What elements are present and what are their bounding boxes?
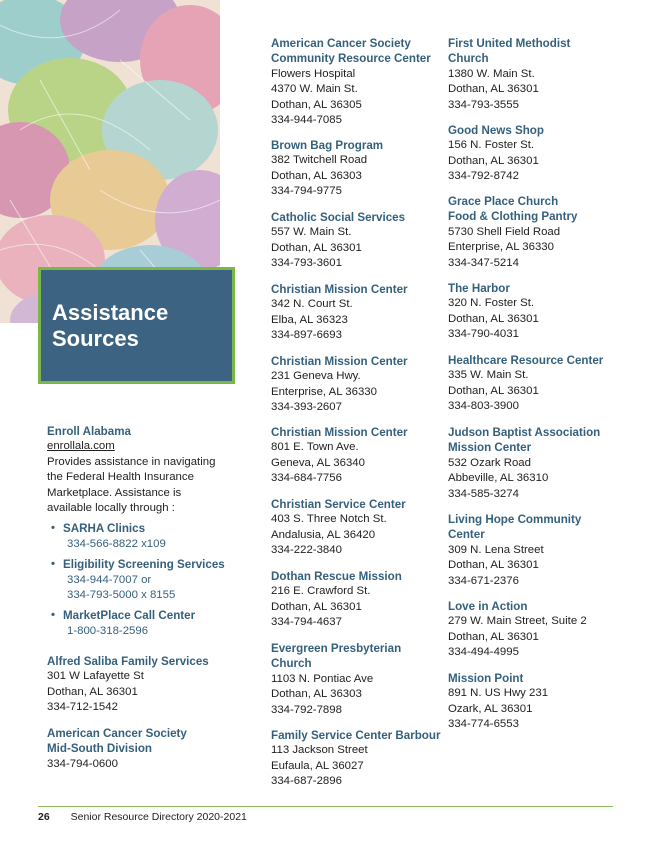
directory-entry	[47, 654, 247, 716]
entry-line: Dothan, AL 36303	[271, 169, 362, 182]
entry-line: 801 E. Town Ave.	[271, 441, 359, 454]
entry-name: Enroll Alabama	[47, 425, 131, 438]
entry-line: 320 N. Foster St.	[448, 297, 535, 310]
entry-line: 156 N. Foster St.	[448, 139, 535, 152]
directory-entry	[448, 194, 623, 271]
entry-line: 334-494-4995	[448, 646, 519, 659]
entry-line: 334-347-5214	[448, 256, 519, 269]
entry-line: 334-794-9775	[271, 185, 342, 198]
title-line-2: Sources	[52, 326, 139, 351]
entry-name: Catholic Social Services	[271, 211, 406, 224]
entry-name: Grace Place Church	[448, 195, 559, 208]
entry-line: 335 W. Main St.	[448, 369, 529, 382]
directory-entry	[448, 599, 623, 661]
entry-name: Mid-South Division	[47, 742, 152, 756]
entry-name: First United Methodist	[448, 37, 571, 50]
entry-line: 334-585-3274	[448, 487, 519, 500]
entry-line: available locally through :	[47, 502, 175, 515]
entry-name: Christian Service Center	[271, 498, 406, 511]
bullet-name: MarketPlace Call Center	[63, 609, 196, 623]
bullet-icon: •	[51, 558, 55, 571]
entry-name: Church	[271, 657, 312, 671]
entry-name: Dothan Rescue Mission	[271, 570, 402, 583]
bullet-icon: •	[51, 522, 55, 535]
entry-name: Church	[448, 52, 489, 66]
entry-name: The Harbor	[448, 282, 510, 295]
entry-name: Brown Bag Program	[271, 139, 384, 152]
bullet-item	[47, 557, 247, 603]
directory-entry	[448, 36, 623, 113]
page-number: 26	[38, 811, 50, 823]
entry-name: Family Service Center Barbour	[271, 729, 441, 742]
directory-entry	[448, 281, 623, 343]
directory-entry	[448, 353, 623, 415]
entry-name: Alfred Saliba Family Services	[47, 655, 209, 668]
entry-line: 334-792-7898	[271, 703, 342, 716]
title-line-1: Assistance	[52, 300, 169, 325]
entry-name: American Cancer Society	[47, 727, 187, 740]
enroll-alabama-entry	[47, 424, 247, 639]
directory-entry	[271, 728, 443, 790]
entry-line: Dothan, AL 36301	[448, 312, 539, 325]
entry-name: Christian Mission Center	[271, 355, 408, 368]
entry-line: Enterprise, AL 36330	[448, 241, 554, 254]
directory-entry	[271, 282, 443, 344]
entry-line: the Federal Health Insurance	[47, 471, 194, 484]
entry-line: Geneva, AL 36340	[271, 456, 365, 469]
entry-line: Dothan, AL 36301	[271, 241, 362, 254]
entry-name: Love in Action	[448, 600, 528, 613]
entry-name: Good News Shop	[448, 124, 544, 137]
entry-line: Abbeville, AL 36310	[448, 472, 549, 485]
bullet-phone: 334-793-5000 x 8155	[67, 589, 176, 602]
entry-line: Elba, AL 36323	[271, 313, 348, 326]
directory-entry	[448, 123, 623, 185]
directory-entry	[271, 641, 443, 718]
directory-entry	[271, 569, 443, 631]
bullet-icon: •	[51, 609, 55, 622]
directory-entry	[271, 36, 443, 128]
entry-line: 113 Jackson Street	[271, 744, 368, 757]
entry-line: 382 Twitchell Road	[271, 154, 368, 167]
entry-name: Community Resource Center	[271, 52, 431, 66]
bullet-phone: 334-566-8822 x109	[67, 537, 166, 550]
directory-entry	[271, 497, 443, 559]
entry-line: Ozark, AL 36301	[448, 702, 533, 715]
directory-entry	[271, 354, 443, 416]
entry-line: Dothan, AL 36301	[448, 559, 539, 572]
entry-line: 334-687-2896	[271, 775, 342, 788]
entry-name: Mission Point	[448, 672, 524, 685]
entry-line: 1380 W. Main St.	[448, 67, 535, 80]
entry-line: 334-944-7085	[271, 114, 342, 127]
bullet-phone: 1-800-318-2596	[67, 624, 149, 637]
entry-line: 334-393-2607	[271, 401, 342, 414]
entry-line: Dothan, AL 36303	[271, 688, 362, 701]
entry-line: Provides assistance in navigating	[47, 455, 216, 468]
section-title-box	[38, 267, 235, 384]
entry-line: 334-790-4031	[448, 328, 519, 341]
entry-line: 334-793-3555	[448, 98, 519, 111]
entry-name: Food & Clothing Pantry	[448, 210, 578, 224]
entry-line: 334-712-1542	[47, 701, 118, 714]
entry-line: 1103 N. Pontiac Ave	[271, 672, 374, 685]
entry-name: American Cancer Society	[271, 37, 411, 50]
entry-line: Dothan, AL 36301	[448, 384, 539, 397]
entry-line: 334-803-3900	[448, 400, 519, 413]
bullet-name: Eligibility Screening Services	[63, 558, 225, 572]
entry-name: Mission Center	[448, 441, 532, 455]
entry-line: Dothan, AL 36301	[47, 685, 138, 698]
entry-line: 334-222-3840	[271, 544, 342, 557]
entry-line: 301 W Lafayette St	[47, 670, 144, 683]
entry-line: 5730 Shell Field Road	[448, 225, 561, 238]
entry-line: 403 S. Three Notch St.	[271, 513, 387, 526]
enroll-url-link[interactable]: enrollala.com	[47, 440, 115, 453]
footer-title: Senior Resource Directory 2020-2021	[70, 811, 247, 823]
entry-line: Andalusia, AL 36420	[271, 528, 376, 541]
entry-line: 334-671-2376	[448, 574, 519, 587]
entry-name: Christian Mission Center	[271, 426, 408, 439]
entry-line: Dothan, AL 36301	[448, 83, 539, 96]
entry-line: 334-794-0600	[47, 757, 118, 770]
entry-line: 334-774-6553	[448, 718, 519, 731]
entry-name: Evergreen Presbyterian	[271, 642, 402, 655]
directory-entry	[271, 138, 443, 200]
entry-line: Dothan, AL 36305	[271, 98, 362, 111]
entry-line: 4370 W. Main St.	[271, 83, 358, 96]
directory-entry	[47, 726, 247, 772]
entry-line: 279 W. Main Street, Suite 2	[448, 615, 587, 628]
entry-name: Center	[448, 528, 485, 542]
entry-line: 334-792-8742	[448, 170, 519, 183]
entry-line: 557 W. Main St.	[271, 226, 352, 239]
entry-line: Eufaula, AL 36027	[271, 759, 364, 772]
entry-line: 216 E. Crawford St.	[271, 585, 371, 598]
entry-line: 532 Ozark Road	[448, 456, 531, 469]
entry-line: 231 Geneva Hwy.	[271, 370, 361, 383]
entry-name: Judson Baptist Association	[448, 426, 601, 439]
directory-entry	[271, 425, 443, 487]
entry-line: 342 N. Court St.	[271, 298, 353, 311]
directory-entry	[448, 425, 623, 502]
entry-line: 334-794-4637	[271, 616, 342, 629]
footer-divider	[38, 806, 613, 807]
entry-line: Dothan, AL 36301	[448, 154, 539, 167]
entry-line: 891 N. US Hwy 231	[448, 687, 549, 700]
directory-entry	[448, 671, 623, 733]
entry-name: Healthcare Resource Center	[448, 354, 604, 367]
directory-entry	[271, 210, 443, 272]
page-footer	[38, 811, 247, 823]
entry-name: Christian Mission Center	[271, 283, 408, 296]
entry-line: 309 N. Lena Street	[448, 543, 544, 556]
bullet-phone: 334-944-7007 or	[67, 573, 152, 586]
entry-name: Living Hope Community	[448, 513, 582, 526]
entry-line: 334-793-3601	[271, 257, 342, 270]
entry-line: Marketplace. Assistance is	[47, 486, 182, 499]
bullet-item	[47, 521, 247, 552]
entry-line: Dothan, AL 36301	[448, 630, 539, 643]
entry-line: Dothan, AL 36301	[271, 600, 362, 613]
bullet-name: SARHA Clinics	[63, 522, 146, 536]
entry-line: Flowers Hospital	[271, 67, 356, 80]
entry-line: 334-684-7756	[271, 472, 342, 485]
bullet-item	[47, 608, 247, 639]
entry-line: Enterprise, AL 36330	[271, 385, 377, 398]
entry-line: 334-897-6693	[271, 329, 342, 342]
directory-entry	[448, 512, 623, 589]
